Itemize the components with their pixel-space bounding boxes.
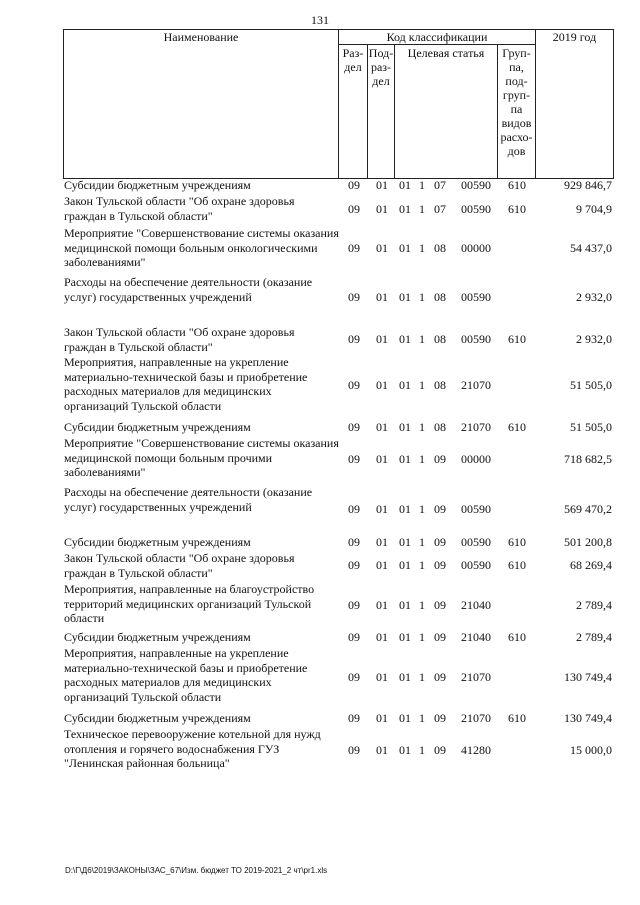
row-target-4: 00590 [461, 535, 491, 549]
header-name: Наименование [163, 30, 239, 44]
row-name: Субсидии бюджетным учреждениям [64, 420, 251, 434]
row-razdel: 09 [348, 711, 360, 725]
row-podrazdel: 01 [376, 202, 388, 216]
row-target-1: 01 [399, 178, 411, 192]
row-target-1: 01 [399, 420, 411, 434]
row-razdel: 09 [348, 290, 360, 304]
row-vid: 610 [508, 420, 526, 434]
row-podrazdel: 01 [376, 178, 388, 192]
row-target-4: 00590 [461, 558, 491, 572]
row-target-3: 08 [434, 290, 446, 304]
row-razdel: 09 [348, 598, 360, 612]
row-target-1: 01 [399, 558, 411, 572]
row-target-2: 1 [419, 743, 425, 757]
row-target-3: 08 [434, 332, 446, 346]
row-name: Закон Тульской области "Об охране здоровья граждан в Тульской области" [64, 194, 295, 223]
file-path-footer: D:\Г\Д6\2019\ЗАКОНЫ\ЗАС_67\Изм. бюджет ТО 2019-2021_2 чт\рr1.xls [65, 866, 328, 875]
row-target-1: 01 [399, 630, 411, 644]
row-target-1: 01 [399, 502, 411, 516]
row-razdel: 09 [348, 670, 360, 684]
row-podrazdel: 01 [376, 502, 388, 516]
row-target-4: 00000 [461, 452, 491, 466]
row-target-3: 09 [434, 535, 446, 549]
header-target: Целевая статья [407, 46, 485, 60]
row-target-2: 1 [419, 420, 425, 434]
row-target-2: 1 [419, 558, 425, 572]
row-target-4: 00590 [461, 202, 491, 216]
row-target-3: 09 [434, 502, 446, 516]
row-target-2: 1 [419, 452, 425, 466]
row-razdel: 09 [348, 558, 360, 572]
row-podrazdel: 01 [376, 378, 388, 392]
row-vid: 610 [508, 630, 526, 644]
row-target-2: 1 [419, 241, 425, 255]
row-razdel: 09 [348, 178, 360, 192]
row-target-4: 21070 [461, 670, 491, 684]
row-razdel: 09 [348, 332, 360, 346]
row-target-2: 1 [419, 670, 425, 684]
row-target-3: 08 [434, 241, 446, 255]
row-name: Мероприятия, направленные на укрепление материально-технической базы и приобретение расходных материалов для медицинских организаций Тульской области [64, 355, 308, 413]
row-amount: 68 269,4 [570, 558, 612, 572]
header-razdel: Раз- дел [342, 46, 364, 74]
row-amount: 501 200,8 [564, 535, 612, 549]
row-target-3: 09 [434, 711, 446, 725]
row-vid: 610 [508, 535, 526, 549]
row-target-3: 08 [434, 378, 446, 392]
row-target-1: 01 [399, 202, 411, 216]
row-target-1: 01 [399, 711, 411, 725]
row-target-4: 00590 [461, 502, 491, 516]
row-target-1: 01 [399, 535, 411, 549]
row-name: Мероприятие "Совершенствование системы оказания медицинской помощи больным онкологическими заболеваниями" [64, 226, 339, 269]
row-target-4: 00000 [461, 241, 491, 255]
row-razdel: 09 [348, 241, 360, 255]
row-target-3: 09 [434, 743, 446, 757]
row-podrazdel: 01 [376, 670, 388, 684]
row-target-2: 1 [419, 332, 425, 346]
row-target-1: 01 [399, 241, 411, 255]
row-podrazdel: 01 [376, 558, 388, 572]
row-target-4: 00590 [461, 178, 491, 192]
row-target-4: 21070 [461, 420, 491, 434]
row-target-4: 21070 [461, 711, 491, 725]
row-razdel: 09 [348, 630, 360, 644]
row-podrazdel: 01 [376, 452, 388, 466]
row-name: Мероприятия, направленные на благоустройство территорий медицинских организаций Тульской области [64, 582, 315, 625]
row-target-4: 21040 [461, 630, 491, 644]
row-target-4: 41280 [461, 743, 491, 757]
row-target-2: 1 [419, 290, 425, 304]
row-target-1: 01 [399, 290, 411, 304]
row-razdel: 09 [348, 378, 360, 392]
row-target-1: 01 [399, 743, 411, 757]
row-amount: 51 505,0 [570, 420, 612, 434]
row-amount: 718 682,5 [564, 452, 612, 466]
row-amount: 130 749,4 [564, 711, 612, 725]
row-name: Техническое перевооружение котельной для нужд отопления и горячего водоснабжения ГУЗ "Ленинская районная больница" [64, 727, 321, 770]
row-amount: 9 704,9 [576, 202, 612, 216]
row-target-3: 07 [434, 178, 446, 192]
row-target-3: 07 [434, 202, 446, 216]
row-podrazdel: 01 [376, 743, 388, 757]
row-amount: 929 846,7 [564, 178, 612, 192]
row-target-1: 01 [399, 452, 411, 466]
row-target-2: 1 [419, 598, 425, 612]
row-podrazdel: 01 [376, 420, 388, 434]
row-target-1: 01 [399, 378, 411, 392]
row-name: Закон Тульской области "Об охране здоровья граждан в Тульской области" [64, 551, 295, 580]
row-name: Расходы на обеспечение деятельности (оказание услуг) государственных учреждений [64, 485, 313, 514]
row-target-2: 1 [419, 502, 425, 516]
row-amount: 51 505,0 [570, 378, 612, 392]
row-razdel: 09 [348, 420, 360, 434]
row-razdel: 09 [348, 743, 360, 757]
row-target-4: 21070 [461, 378, 491, 392]
header-group: Груп- па, под- груп- па видов расхо- дов [500, 46, 533, 158]
row-target-1: 01 [399, 598, 411, 612]
row-razdel: 09 [348, 452, 360, 466]
row-target-3: 08 [434, 420, 446, 434]
row-name: Расходы на обеспечение деятельности (оказание услуг) государственных учреждений [64, 275, 313, 304]
row-amount: 569 470,2 [564, 502, 612, 516]
row-podrazdel: 01 [376, 630, 388, 644]
row-target-2: 1 [419, 535, 425, 549]
row-target-3: 09 [434, 630, 446, 644]
row-podrazdel: 01 [376, 598, 388, 612]
row-podrazdel: 01 [376, 290, 388, 304]
row-target-4: 00590 [461, 332, 491, 346]
row-vid: 610 [508, 711, 526, 725]
row-target-2: 1 [419, 630, 425, 644]
row-amount: 2 789,4 [576, 598, 612, 612]
row-target-3: 09 [434, 598, 446, 612]
row-amount: 2 932,0 [576, 332, 612, 346]
row-name: Субсидии бюджетным учреждениям [64, 178, 251, 192]
row-name: Мероприятие "Совершенствование системы оказания медицинской помощи больным прочими заболеваниями" [64, 436, 339, 479]
row-vid: 610 [508, 178, 526, 192]
row-podrazdel: 01 [376, 711, 388, 725]
row-name: Субсидии бюджетным учреждениям [64, 630, 251, 644]
row-vid: 610 [508, 558, 526, 572]
page-number: 131 [311, 13, 329, 27]
header-podrazdel: Под- раз- дел [368, 46, 394, 88]
row-target-3: 09 [434, 558, 446, 572]
row-target-2: 1 [419, 202, 425, 216]
row-target-3: 09 [434, 670, 446, 684]
row-target-1: 01 [399, 332, 411, 346]
row-amount: 2 932,0 [576, 290, 612, 304]
row-amount: 130 749,4 [564, 670, 612, 684]
row-podrazdel: 01 [376, 535, 388, 549]
row-name: Мероприятия, направленные на укрепление материально-технической базы и приобретение расходных материалов для медицинских организаций Тульской области [64, 646, 308, 704]
header-year: 2019 год [552, 30, 597, 44]
row-target-1: 01 [399, 670, 411, 684]
row-target-2: 1 [419, 711, 425, 725]
row-name: Закон Тульской области "Об охране здоровья граждан в Тульской области" [64, 325, 295, 354]
row-target-2: 1 [419, 378, 425, 392]
row-target-4: 00590 [461, 290, 491, 304]
row-amount: 2 789,4 [576, 630, 612, 644]
row-razdel: 09 [348, 535, 360, 549]
row-name: Субсидии бюджетным учреждениям [64, 535, 251, 549]
row-podrazdel: 01 [376, 332, 388, 346]
row-podrazdel: 01 [376, 241, 388, 255]
row-razdel: 09 [348, 502, 360, 516]
row-amount: 54 437,0 [570, 241, 612, 255]
row-target-4: 21040 [461, 598, 491, 612]
row-target-3: 09 [434, 452, 446, 466]
row-vid: 610 [508, 332, 526, 346]
header-code: Код классификации [386, 30, 488, 44]
row-amount: 15 000,0 [570, 743, 612, 757]
table-header [63, 29, 614, 179]
row-razdel: 09 [348, 202, 360, 216]
row-name: Субсидии бюджетным учреждениям [64, 711, 251, 725]
row-vid: 610 [508, 202, 526, 216]
row-target-2: 1 [419, 178, 425, 192]
